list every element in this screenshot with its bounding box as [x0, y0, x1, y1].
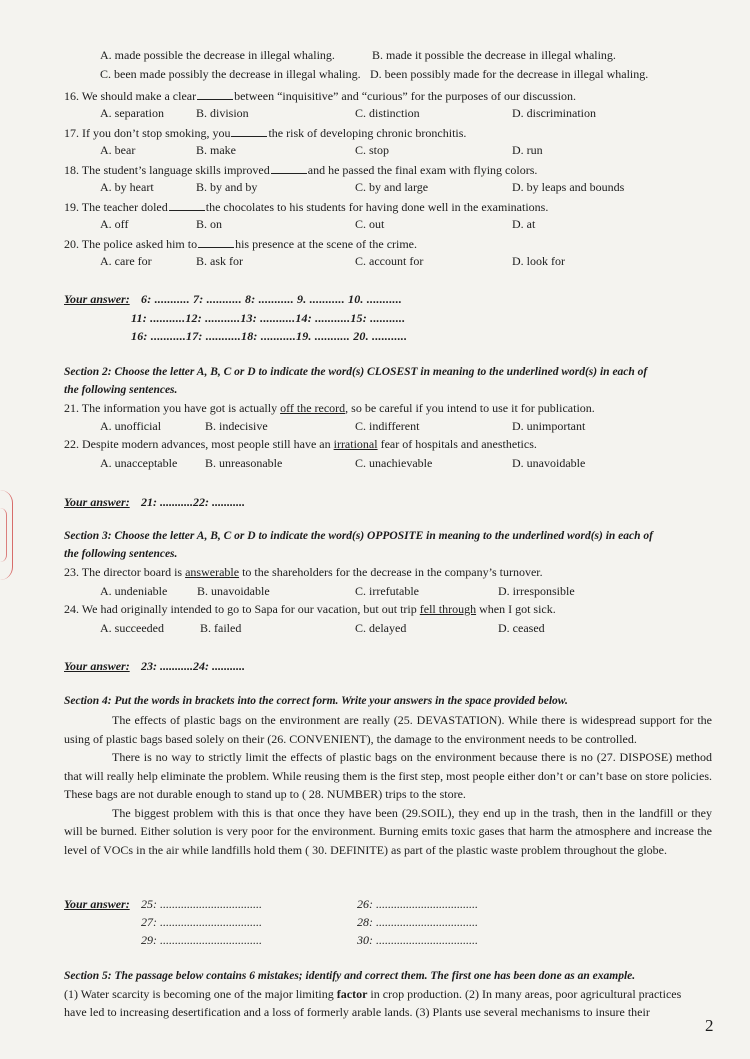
answer-blank	[198, 237, 234, 248]
page-number: 2	[705, 1016, 714, 1035]
q22-underlined: irrational	[333, 437, 378, 451]
your-answer-label: Your answer:	[64, 897, 130, 911]
q16-stem: 16. We should make a clear	[64, 89, 197, 103]
your-answer-label: Your answer:	[64, 659, 130, 673]
q19-stem-end: the chocolates to his students for having done well in the examinations.	[205, 200, 549, 214]
q21-stem: 21. The information you have got is actually	[64, 401, 281, 415]
q20-option-b: B. ask for	[196, 254, 243, 268]
q22-option-b: B. unreasonable	[205, 456, 283, 470]
q22-stem-end: fear of hospitals and anesthetics.	[377, 437, 537, 451]
q21-option-a: A. unofficial	[100, 419, 162, 433]
question-16	[64, 89, 576, 103]
question-24	[64, 603, 556, 616]
q19-option-a: A. off	[100, 217, 129, 231]
your-answer-label: Your answer:	[64, 292, 130, 306]
section-5-heading: Section 5: The passage below contains 6 mistakes; identify and correct them. The first one has been done as an example.	[64, 970, 636, 982]
answer-blank	[271, 163, 307, 174]
answer-row-s2: 21: ...........22: ...........	[141, 495, 245, 509]
section-3-heading-cont: the following sentences.	[64, 548, 178, 560]
q15-option-d: D. been possibly made for the decrease in illegal whaling.	[370, 67, 649, 81]
question-21	[64, 402, 595, 415]
q21-option-c: C. indifferent	[355, 419, 420, 433]
q24-option-d: D. ceased	[498, 621, 545, 635]
q23-option-c: C. irrefutable	[355, 584, 419, 598]
question-23	[64, 566, 543, 579]
question-18	[64, 163, 537, 177]
q21-stem-end: , so be careful if you intend to use it for publication.	[345, 401, 595, 415]
passage-paragraph-2: There is no way to strictly limit the effects of plastic bags on the environment because there is no (27. DISPOSE) method that will really help eliminate the problem. While reusing them is the first step, most people either don’t or can’t base on store policies. These bags are not durable enough to stand up to ( 28. NUMBER) trips to the store.	[64, 750, 712, 801]
q16-option-c: C. distinction	[355, 106, 420, 120]
question-17	[64, 126, 466, 140]
answer-row-s3: 23: ...........24: ...........	[141, 659, 245, 673]
q17-stem: 17. If you don’t stop smoking, you	[64, 126, 231, 140]
q18-option-d: D. by leaps and bounds	[512, 180, 625, 194]
q24-stem: 24. We had originally intended to go to Sapa for our vacation, but out trip	[64, 602, 420, 616]
section-5-line-2: have led to increasing desertification and a loss of formerly arable lands. (3) Plants use several mechanisms to insure their	[64, 1005, 650, 1019]
q18-option-a: A. by heart	[100, 180, 154, 194]
q18-stem: 18. The student’s language skills improved	[64, 163, 270, 177]
q19-option-d: D. at	[512, 217, 536, 231]
answer-blank	[197, 89, 233, 100]
passage-paragraph-3: The biggest problem with this is that once they have been (29.SOIL), they end up in the trash, then in the landfill or they will be burned. Either solution is very poor for the environment. Burning emits toxic gases that harm the atmosphere and increase the level of VOCs in the air while landfills hold them ( 30. DEFINITE) as part of the plastic waste problem throughout the globe.	[64, 805, 712, 857]
answer-blank	[169, 200, 205, 211]
q22-stem: 22. Despite modern advances, most people still have an	[64, 437, 334, 451]
q20-option-d: D. look for	[512, 254, 565, 268]
question-22	[64, 438, 537, 451]
q23-stem-end: to the shareholders for the decrease in the company’s turnover.	[239, 565, 543, 579]
answer-29: 29: ..................................	[141, 933, 262, 947]
q24-option-a: A. succeeded	[100, 621, 164, 635]
q20-stem: 20. The police asked him to	[64, 237, 198, 251]
answer-row-2: 11: ...........12: ...........13: ...........14: ...........15: ...........	[131, 311, 406, 325]
q18-option-c: C. by and large	[355, 180, 429, 194]
your-answer-label: Your answer:	[64, 495, 130, 509]
q19-stem: 19. The teacher doled	[64, 200, 168, 214]
q17-option-b: B. make	[196, 143, 236, 157]
answer-27: 27: ..................................	[141, 915, 262, 929]
q20-option-c: C. account for	[355, 254, 424, 268]
s5-line1-text: (1) Water scarcity is becoming one of the major limiting	[64, 987, 337, 1001]
s5-example-word: factor	[336, 987, 368, 1001]
q20-stem-end: his presence at the scene of the crime.	[235, 237, 418, 251]
section-5-line-1	[64, 988, 681, 1001]
q15-option-a: A. made possible the decrease in illegal whaling.	[100, 48, 335, 62]
q16-stem-end: between “inquisitive” and “curious” for the purposes of our discussion.	[234, 89, 577, 103]
q23-stem: 23. The director board is	[64, 565, 186, 579]
q23-option-d: D. irresponsible	[498, 584, 575, 598]
q23-option-b: B. unavoidable	[197, 584, 270, 598]
answer-blank	[231, 126, 267, 137]
q17-option-c: C. stop	[355, 143, 390, 157]
q15-option-b: B. made it possible the decrease in illegal whaling.	[372, 48, 616, 62]
q20-option-a: A. care for	[100, 254, 152, 268]
q17-option-a: A. bear	[100, 143, 136, 157]
section-2-heading: Section 2: Choose the letter A, B, C or D to indicate the word(s) CLOSEST in meaning to the underlined word(s) in each of	[64, 366, 648, 378]
section-3-heading: Section 3: Choose the letter A, B, C or D to indicate the word(s) OPPOSITE in meaning to the underlined word(s) in each of	[64, 530, 653, 542]
answer-25: 25: ..................................	[141, 897, 262, 911]
q17-option-d: D. run	[512, 143, 543, 157]
q21-option-b: B. indecisive	[205, 419, 268, 433]
red-stamp-edge-inner	[0, 508, 7, 562]
question-19	[64, 200, 548, 214]
q21-option-d: D. unimportant	[512, 419, 586, 433]
q18-option-b: B. by and by	[196, 180, 258, 194]
q24-underlined: fell through	[419, 602, 477, 616]
q22-option-c: C. unachievable	[355, 456, 433, 470]
passage-paragraph-1: The effects of plastic bags on the environment are really (25. DEVASTATION). While there is widespread support for the using of plastic bags based solely on their (26. CONVENIENT), the damage to the environment needs to be controlled.	[64, 713, 712, 746]
q18-stem-end: and he passed the final exam with flying colors.	[307, 163, 538, 177]
q16-option-a: A. separation	[100, 106, 164, 120]
answer-26: 26: ..................................	[357, 897, 478, 911]
q24-stem-end: when I got sick.	[476, 602, 556, 616]
q23-underlined: answerable	[185, 565, 240, 579]
section-4-heading: Section 4: Put the words in brackets into the correct form. Write your answers in the space provided below.	[64, 695, 568, 707]
q22-option-a: A. unacceptable	[100, 456, 178, 470]
q16-option-d: D. discrimination	[512, 106, 596, 120]
q19-option-c: C. out	[355, 217, 385, 231]
q21-underlined: off the record	[280, 401, 346, 415]
q24-option-c: C. delayed	[355, 621, 407, 635]
q23-option-a: A. undeniable	[100, 584, 168, 598]
q16-option-b: B. division	[196, 106, 249, 120]
answer-row-1: 6: ........... 7: ........... 8: ........... 9. ........... 10. ...........	[141, 292, 402, 306]
answer-28: 28: ..................................	[357, 915, 478, 929]
q15-option-c: C. been made possibly the decrease in illegal whaling.	[100, 67, 361, 81]
s5-line1-text-end: in crop production. (2) In many areas, poor agricultural practices	[367, 987, 682, 1001]
q19-option-b: B. on	[196, 217, 223, 231]
section-2-heading-cont: the following sentences.	[64, 384, 178, 396]
q24-option-b: B. failed	[200, 621, 242, 635]
q17-stem-end: the risk of developing chronic bronchitis.	[268, 126, 467, 140]
answer-30: 30: ..................................	[357, 933, 478, 947]
q22-option-d: D. unavoidable	[512, 456, 586, 470]
section-4-passage	[64, 711, 712, 859]
answer-row-3: 16: ...........17: ...........18: ...........19. ........... 20. ...........	[131, 329, 408, 343]
question-20	[64, 237, 417, 251]
